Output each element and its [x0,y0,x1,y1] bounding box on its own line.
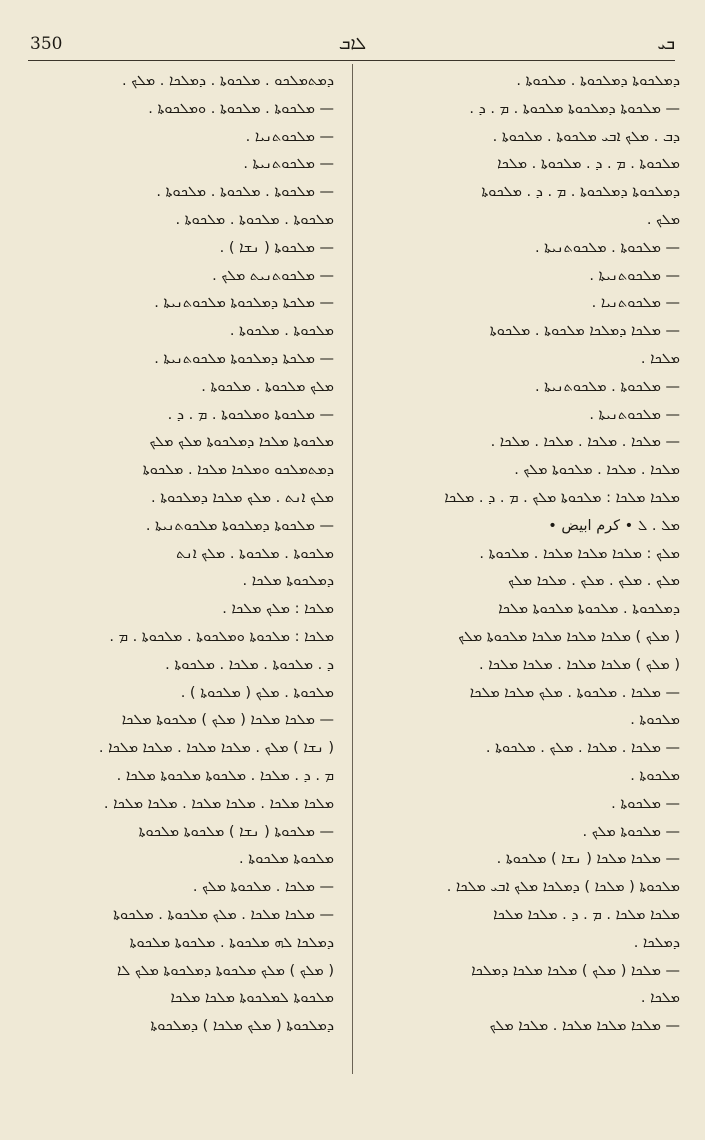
text-line: — ܡܠܟܘܬܐ ( ܢܫܐ ) ܡܠܟܘܬܐ ܡܠܟܘܬܐ [138,823,334,840]
text-line: ܡܠܟܘܬܐ . ܡܠܟ ( ܡܠܟܘܬܐ ) . [180,684,334,701]
text-line: ܕܡܠܟܐ . [633,934,680,951]
text-line: ܕܡܠܟܘܬܐ ܡܠܟܐ . [242,573,334,590]
text-line: ܕܡܠܟܐ ܠܗ ܡܠܟܘܬܐ . ܡܠܟܘܬܐ ܡܠܟܘܬܐ [129,934,334,951]
text-line: ܡܠܟܘܬܐ ( ܡܠܟܐ ) ܕܡܠܟܐ ܡܠܟ ܐܒܝ ܡܠܟܐ . [446,879,680,896]
text-line: ܡܠܟܘܬܐ . [630,767,680,784]
text-line: ܡܠܟܐ ܡܠܟܐ : ܡܠܟܘܬܐ ܡܠܟ . ܡ . ܕ . ܡܠܟܐ [444,489,680,506]
text-line: ܡܠܟܐ : ܡܠܟ ܡܠܟܐ . [222,601,334,618]
left-column [34,68,334,1041]
text-line: — ܡܠܟܐ . ܡܠܟܐ . ܡܠܟܐ . ܡܠܟܐ . [490,434,680,451]
text-line: ܕܡܬܡܠܟܘ ܘܡܠܟܐ ܡܠܟܐ . ܡܠܟܘܬܐ [142,462,334,479]
text-line: ( ܡܠܟ ) ܡܠܟ ܡܠܟܘܬܐ ܕܡܠܟܘܬܐ ܡܠܟ ܠܐ [116,962,334,979]
text-line: — ܡܠܟܘܬܐ ܕܡܠܟܘܬܐ ܡܠܟܘܬܐ . ܡ . ܕ . [469,100,680,117]
text-line: — ܡܠܟܘܬܢܝܐ . [591,295,680,312]
text-line: ( ܢܫܐ ) ܡܠܟ . ܡܠܟܐ ܡܠܟܐ . ܡܠܟܐ ܡܠܟܐ . [98,740,334,757]
text-line: — ܡܠܟܘܬܐ ܘܡܠܟܘܬܐ . ܡ . ܕ . [167,406,334,423]
text-line: — ܡܠܟܐ . ܡܠܟܘܬܐ ܡܠܟ . [192,879,334,896]
text-line: ( ܡܠܟ ) ܡܠܟܐ ܡܠܟܐ . ܡܠܟܐ ܡܠܟܐ . [479,656,680,673]
text-line: ܡܠܟܐ ܡܠܟܐ . ܡܠܟܐ ܡܠܟܐ . ܡܠܟܐ ܡܠܟܐ . [103,795,334,812]
text-line: — ܡܠܟܬܐ ܕܡܠܟܘܬܐ ܡܠܟܘܬܢܝܬܐ . [154,350,334,367]
text-line: ܕ . ܡܠܟܘܬܐ . ܡܠܟܐ . ܡܠܟܘܬܐ . [165,656,334,673]
text-line: — ܡܠܟܐ ܡܠܟܐ ( ܡܠܟ ) ܡܠܟܘܬܐ ܡܠܟܐ [121,712,334,729]
text-line: — ܡܠܟܘܬܐ ܡܠܟ . [582,823,680,840]
text-line: ܡܠܟܘܬܐ ܡܠܟܐ ܕܡܠܟܘܬܐ ܡܠܟ ܡܠܟ [149,434,334,451]
text-line: ܡ . ܕ . ܡܠܟܐ . ܡܠܟܘܬܐ ܡܠܟܘܬܐ ܡܠܟܐ . [116,767,334,784]
text-line: ( ܡܠܟ ) ܡܠܟܐ ܡܠܟܐ ܡܠܟܐ ܡܠܟܘܬܐ ܡܠܟ [458,628,680,645]
text-line: ܡܠܟܘܬܐ . ܡ . ܕ . ܡܠܟܘܬܐ . ܡܠܟܐ [497,156,680,173]
text-line: ܡܠܟ . [646,211,680,228]
text-line: ܡܠܟܐ . [640,990,680,1007]
text-line: ܡܠ . ܠ • كرم ابيض • [548,517,680,534]
text-line: — ܡܠܟܘܬܢܝܬܐ . [589,406,680,423]
text-line: ܕܒ . ܡܠܟ ܐܒܝ ܡܠܟܘܬܐ . ܡܠܟܘܬܐ . [492,128,680,145]
text-line: ܕܡܠܟܘܬܐ . ܡܠܟܘܬܐ ܡܠܟܘܬܐ ܡܠܟܐ [498,601,680,618]
right-column [380,68,680,1041]
text-line: — ܡܠܟܐ ܕܡܠܟܐ ܡܠܟܘܬܐ . ܡܠܟܘܬܐ [489,323,680,340]
text-line: — ܡܠܟܘܬܐ . [611,795,680,812]
page-number: 350 [30,34,63,54]
text-line: — ܡܠܟܘܬܐ ( ܢܫܐ ) . [219,239,334,256]
page-signature-mark: ܒܝ [657,34,675,54]
text-line: ܡܠܟܘܬܐ . [630,712,680,729]
text-line: ܡܠܟ . ܡܠܟ . ܡܠܟ . ܡܠܟܐ ܡܠܟ [508,573,680,590]
text-line: ܕܡܬܡܠܟܘ . ܡܠܟܘܬܐ . ܕܡܠܟܐ . ܡܠܟ . [121,73,334,89]
text-line: ܡܠܟܘܬܐ ܡܠܟܘܬܐ . [239,851,334,868]
text-line: ܡܠܟܐ ܡܠܟܐ . ܡ . ܕ . ܡܠܟܐ ܡܠܟܐ [493,906,680,923]
header-rule [28,60,675,61]
text-line: ܕܡܠܟܘܬܐ ܕܡܠܟܘܬܐ . ܡܠܟܘܬܐ . [516,73,680,89]
text-line: — ܡܠܟܘܬܢܝܬ ܡܠܟ . [212,267,334,284]
text-line: — ܡܠܟܐ . ܡܠܟܐ . ܡܠܟ . ܡܠܟܘܬܐ . [485,740,680,757]
text-line: — ܡܠܟܘܬܢܝܬܐ . [243,156,334,173]
text-line: — ܡܠܟܐ ܡܠܟܐ ܡܠܟܐ . ܡܠܟܐ ܡܠܟ [489,1018,680,1035]
text-line: — ܡܠܟܐ ܡܠܟܐ . ܡܠܟ ܡܠܟܘܬܐ . ܡܠܟܘܬܐ [113,906,334,923]
text-line: — ܡܠܟܘܬܢܝܬܐ . [589,267,680,284]
text-line: — ܡܠܟܘܬܐ . ܡܠܟܘܬܢܝܬܐ . [534,239,680,256]
text-line: — ܡܠܟܘܬܢܝܐ . [245,128,334,145]
text-line: ܡܠܟܐ . [640,350,680,367]
text-line: ܡܠܟܐ . ܡܠܟܐ . ܡܠܟܘܬܐ ܡܠܟ . [514,462,680,479]
text-line: ܡܠܟ ܡܠܟܘܬܐ . ܡܠܟܘܬܐ . [201,378,334,395]
text-line: ܕܡܠܟܘܬܐ ( ܡܠܟ ܡܠܟܐ ) ܕܡܠܟܘܬܐ [150,1018,334,1035]
running-title: ܠܐܒ [338,34,367,54]
text-line: ܡܠܟ ܐܢܬ . ܡܠܟ ܡܠܟܐ ܕܡܠܟܘܬܐ . [150,489,334,506]
text-line: ܡܠܟ : ܡܠܟܐ ܡܠܟܐ ܡܠܟܐ . ܡܠܟܘܬܐ . [479,545,680,562]
text-line: — ܡܠܟܘܬܐ ܕܡܠܟܘܬܐ ܡܠܟܘܬܢܝܬܐ . [145,517,334,534]
text-line: ܡܠܟܘܬܐ . ܡܠܟܘܬܐ . [229,323,334,340]
text-line: ܕܡܠܟܘܬܐ ܕܡܠܟܘܬܐ . ܡ . ܕ . ܡܠܟܘܬܐ [481,184,680,201]
column-divider [352,64,353,1074]
text-line: ܡܠܟܘܬܐ . ܡܠܟܘܬܐ . ܡܠܟܘܬܐ . [175,211,334,228]
text-line: ܡܠܟܘܬܐ . ܡܠܟܘܬܐ . ܡܠܟ ܐܢܬ [176,545,334,562]
page-header [30,34,675,58]
text-line: ܡܠܟܐ : ܡܠܟܘܬܐ ܘܡܠܟܘܬܐ . ܡܠܟܘܬܐ . ܡ . [109,628,334,645]
text-line: — ܡܠܟܬܐ ܕܡܠܟܘܬܐ ܡܠܟܘܬܢܝܬܐ . [154,295,334,312]
text-line: — ܡܠܟܐ ܡܠܟܐ ( ܢܫܐ ) ܡܠܟܘܬܐ . [496,851,680,868]
text-line: — ܡܠܟܐ ( ܡܠܟ ) ܡܠܟܐ ܡܠܟܐ ܕܡܠܟܐ [471,962,680,979]
text-line: — ܡܠܟܘܬܐ . ܡܠܟܘܬܢܝܬܐ . [534,378,680,395]
text-line: — ܡܠܟܘܬܐ . ܡܠܟܘܬܐ . ܘܡܠܟܘܬܐ . [148,100,334,117]
text-line: ܡܠܟܘܬܐ ܠܡܠܟܘܬܐ ܡܠܟܐ ܡܠܟܐ [170,990,334,1007]
text-line: — ܡܠܟܐ . ܡܠܟܘܬܐ . ܡܠܟ ܡܠܟܐ ܡܠܟܐ [469,684,680,701]
text-line: — ܡܠܟܘܬܐ . ܡܠܟܘܬܐ . ܡܠܟܘܬܐ . [156,184,334,201]
